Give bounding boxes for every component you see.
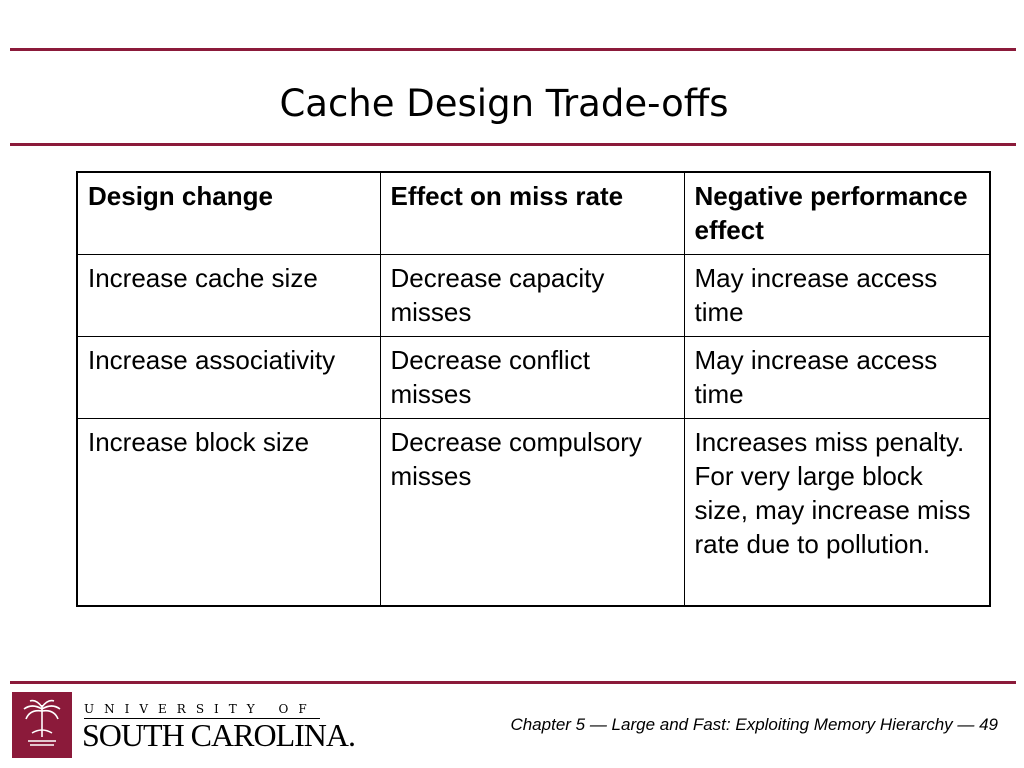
table-cell: Increase associativity [77,337,380,419]
table-cell: Increases miss penalty. For very large block size, may increase miss rate due to pollution. [684,419,990,607]
palmetto-tree-icon [12,692,72,758]
table-cell: Decrease compulsory misses [380,419,684,607]
top-rule [10,48,1016,51]
university-line-2: SOUTH CAROLINA. [82,717,355,753]
header-design-change: Design change [77,172,380,255]
table-cell: Decrease conflict misses [380,337,684,419]
table-row [77,337,990,419]
header-effect-on-miss-rate: Effect on miss rate [380,172,684,255]
table-header-row [77,172,990,255]
header-negative-performance-effect: Negative performance effect [684,172,990,255]
table-cell: Increase cache size [77,255,380,337]
table-cell: Increase block size [77,419,380,607]
table-cell: May increase access time [684,255,990,337]
slide-title: Cache Design Trade-offs [279,82,729,125]
table-cell: Decrease capacity misses [380,255,684,337]
tradeoffs-table [76,171,991,607]
footer-rule [10,681,1016,684]
university-line-1: UNIVERSITY OF [84,702,317,716]
table-cell: May increase access time [684,337,990,419]
table-row [77,255,990,337]
table-row [77,419,990,607]
chapter-footer: Chapter 5 — Large and Fast: Exploiting Memory Hierarchy — 49 [510,715,998,734]
title-underline-rule [10,143,1016,146]
